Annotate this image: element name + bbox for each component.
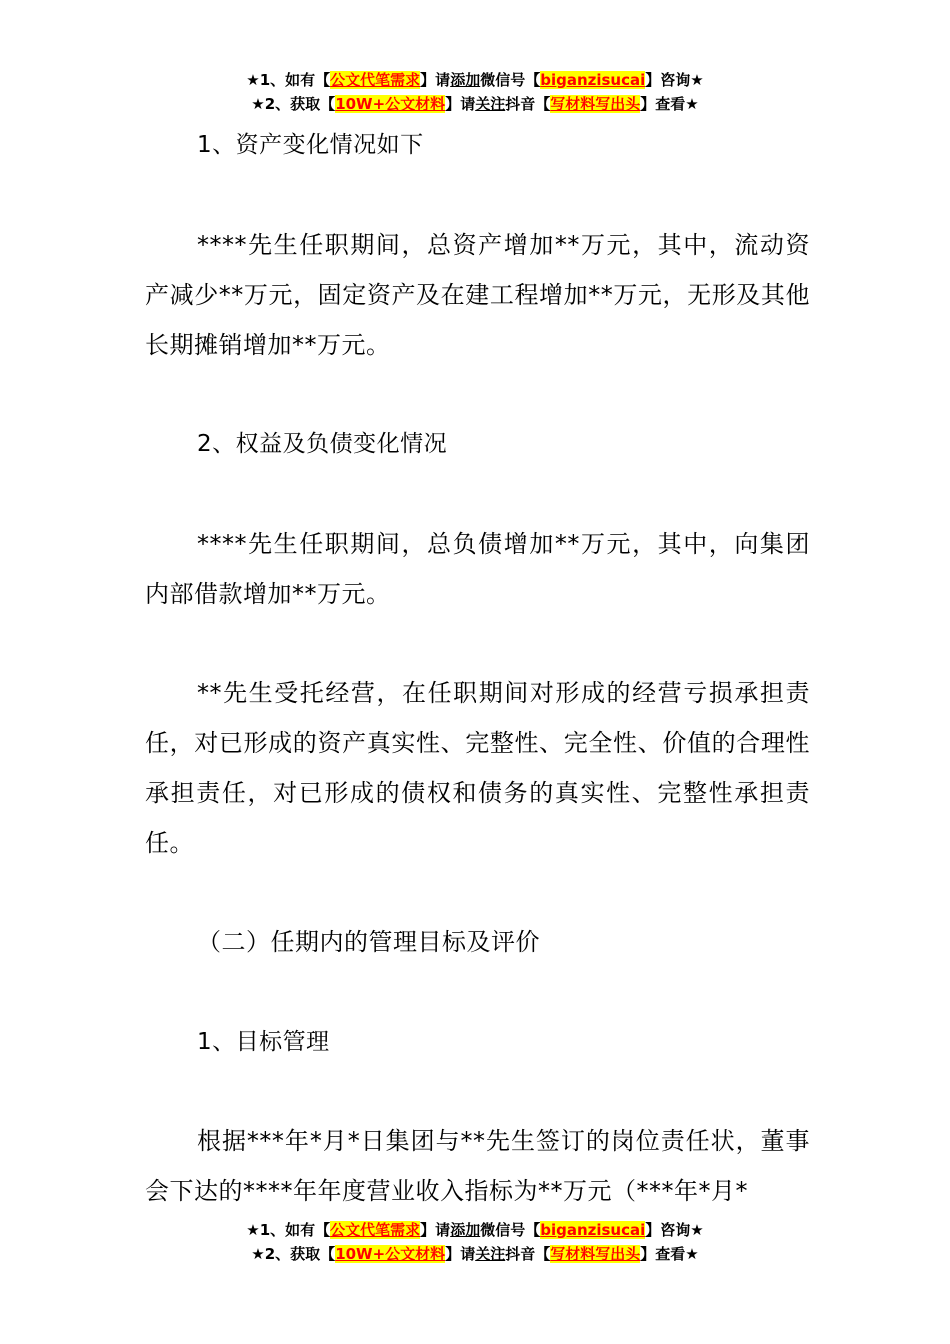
footer-banner-line-1: ★1、如有【公文代笔需求】请添加微信号【biganzisucai】咨询★ [246, 1221, 704, 1239]
footer-highlight-wechat-id: biganzisucai [540, 1221, 646, 1239]
highlight-service: 公文代笔需求 [330, 71, 421, 89]
paragraph-assets: ****先生任职期间，总资产增加**万元，其中，流动资产减少**万元，固定资产及在建工程增加**万元，无形及其他长期摊销增加**万元。 [145, 231, 810, 359]
footer-highlight-service: 公文代笔需求 [330, 1221, 421, 1239]
paragraph-responsibility: **先生受托经营，在任职期间对形成的经营亏损承担责任，对已形成的资产真实性、完整性、完全性、价值的合理性承担责任，对已形成的债权和债务的真实性、完整性承担责任。 [145, 679, 810, 857]
footer-banner-line-2: ★2、获取【10W+公文材料】请关注抖音【写材料写出头】查看★ [251, 1245, 699, 1263]
section-heading-assets: 1、资产变化情况如下 [197, 132, 424, 158]
highlight-douyin-id: 写材料写出头 [550, 95, 641, 113]
header-banner [0, 68, 950, 116]
paragraph-liabilities: ****先生任职期间，总负债增加**万元，其中，向集团内部借款增加**万元。 [145, 530, 810, 608]
footer-highlight-materials: 10W+公文材料 [335, 1245, 446, 1263]
banner-line-2: ★2、获取【10W+公文材料】请关注抖音【写材料写出头】查看★ [251, 95, 699, 113]
section-heading-equity: 2、权益及负债变化情况 [197, 431, 448, 457]
banner-line-1: ★1、如有【公文代笔需求】请添加微信号【biganzisucai】咨询★ [246, 71, 704, 89]
highlight-wechat-id: biganzisucai [540, 71, 646, 89]
highlight-materials: 10W+公文材料 [335, 95, 446, 113]
section-heading-targets: 1、目标管理 [197, 1029, 330, 1055]
footer-banner [0, 1218, 950, 1266]
section-heading-management: （二）任期内的管理目标及评价 [197, 928, 540, 956]
footer-highlight-douyin-id: 写材料写出头 [550, 1245, 641, 1263]
paragraph-targets: 根据***年*月*日集团与**先生签订的岗位责任状，董事会下达的****年年度营业收入指标为**万元（***年*月* [145, 1127, 810, 1205]
